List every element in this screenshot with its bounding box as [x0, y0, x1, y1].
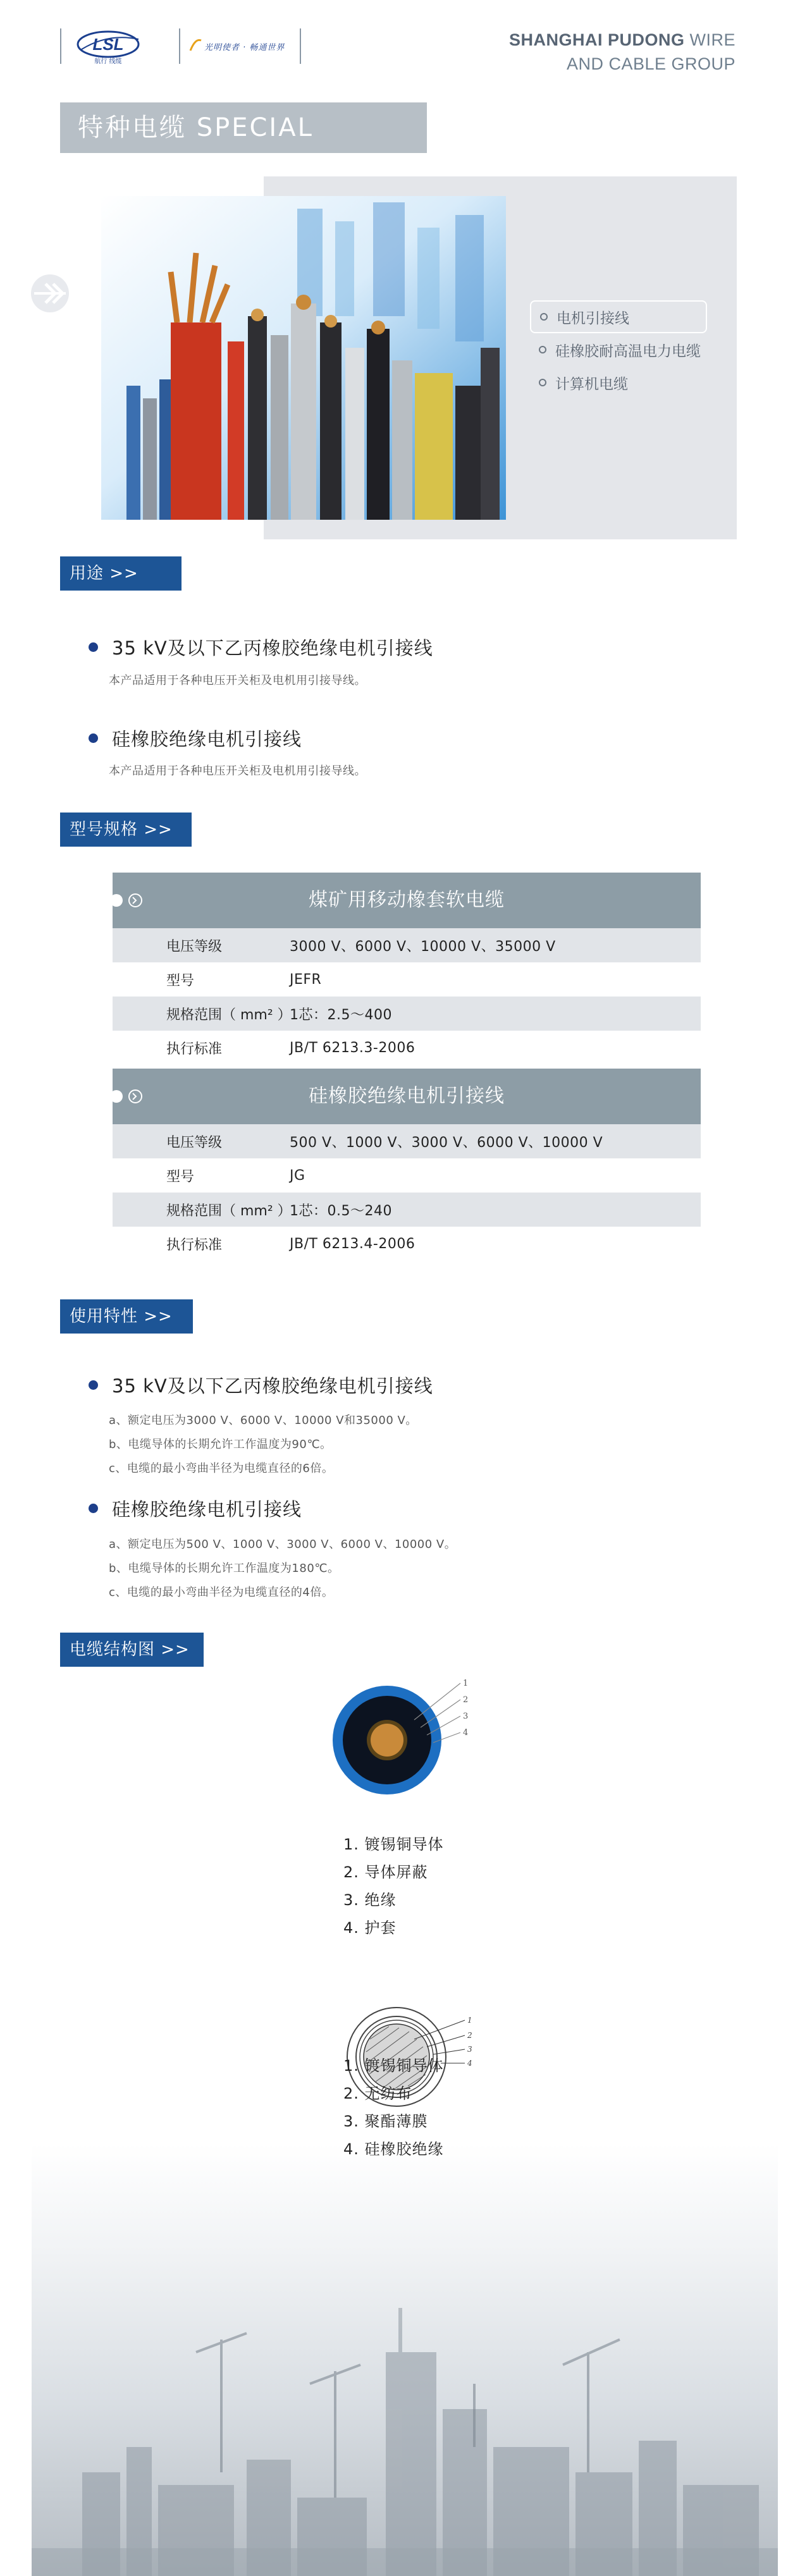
logo-divider-3 — [300, 28, 301, 64]
bullet-icon — [89, 642, 98, 652]
feature-line: a、额定电压为3000 V、6000 V、10000 V和35000 V。 — [109, 1414, 417, 1427]
spec-value: JB/T 6213.4-2006 — [290, 1236, 415, 1252]
hero-menu-label: 硅橡胶耐高温电力电缆 — [555, 343, 701, 360]
usage-item-title — [89, 725, 302, 751]
usage-item-title-text: 35 kV及以下乙丙橡胶绝缘电机引接线 — [112, 637, 433, 659]
spec-row — [113, 1031, 701, 1065]
spec-table-header — [113, 873, 701, 928]
usage-item-title — [89, 634, 433, 660]
usage-item-desc: 本产品适用于各种电压开关柜及电机用引接导线。 — [109, 764, 366, 778]
logo-text: LSL — [92, 35, 124, 54]
arrow-circle-icon — [113, 1087, 143, 1106]
company-name-line2: AND CABLE GROUP — [566, 54, 735, 73]
spec-value: 1芯：2.5～400 — [290, 1007, 392, 1023]
spec-key: 电压等级 — [166, 938, 223, 955]
logo-divider — [60, 28, 61, 64]
spec-key: 电压等级 — [166, 1134, 223, 1151]
spec-value: JB/T 6213.3-2006 — [290, 1040, 415, 1056]
spec-key: 规格范围（ mm² ） — [166, 1007, 292, 1023]
hero-menu-item-computer-cable[interactable] — [530, 366, 707, 399]
legend-item: 1. 镀锡铜导体 — [343, 2057, 444, 2075]
callout-label: 3 — [467, 2045, 472, 2054]
cityscape-illustration — [32, 2144, 778, 2576]
hero-menu-item-silicone-cable[interactable] — [530, 333, 707, 366]
spec-row — [113, 1227, 701, 1261]
spec-value: JEFR — [290, 971, 322, 988]
feature-line: c、电缆的最小弯曲半径为电缆直径的6倍。 — [109, 1462, 334, 1475]
cables-illustration — [101, 196, 506, 520]
feature-line: a、额定电压为500 V、1000 V、3000 V、6000 V、10000 V。 — [109, 1538, 457, 1551]
company-name-bold: SHANGHAI PUDONG — [508, 30, 685, 49]
cityscape-photo — [32, 2144, 778, 2576]
spec-table-header — [113, 1069, 701, 1124]
hero-prev-control[interactable] — [0, 278, 100, 309]
feature-line: b、电缆导体的长期允许工作温度为180℃。 — [109, 1562, 340, 1575]
bullet-icon — [89, 733, 98, 743]
legend-item: 2. 导体屏蔽 — [343, 1863, 428, 1881]
spec-value: 1芯：0.5～240 — [290, 1203, 392, 1219]
usage-item-desc: 本产品适用于各种电压开关柜及电机用引接导线。 — [109, 674, 366, 687]
spec-key: 执行标准 — [166, 1041, 223, 1057]
spec-table — [113, 1069, 701, 1261]
bullet-icon — [89, 1380, 98, 1390]
feature-line: c、电缆的最小弯曲半径为电缆直径的4倍。 — [109, 1586, 334, 1599]
spec-value: 3000 V、6000 V、10000 V、35000 V — [290, 938, 556, 955]
section-header-features: 使用特性 >> — [60, 1299, 193, 1334]
spec-key: 型号 — [166, 1168, 195, 1185]
legend-item: 2. 无纺布 — [343, 2085, 412, 2102]
double-chevron-right-icon — [28, 271, 72, 316]
spec-row — [113, 1124, 701, 1158]
callout-label: 4 — [463, 1728, 469, 1738]
slogan-text: 光明使者 · 畅通世界 — [204, 42, 285, 52]
lsl-logo — [69, 27, 164, 66]
arrow-circle-icon — [113, 891, 143, 910]
callout-label: 4 — [467, 2059, 472, 2068]
hero-menu-label: 计算机电缆 — [555, 376, 628, 393]
cable-cross-section-1 — [329, 1669, 481, 1796]
logo-divider-2 — [179, 28, 180, 64]
circle-bullet-icon — [539, 379, 546, 386]
callout-label: 3 — [463, 1712, 469, 1721]
circle-bullet-icon — [539, 346, 546, 353]
spec-row — [113, 1158, 701, 1193]
structure-legend-2 — [343, 2052, 444, 2163]
hero-menu — [530, 300, 707, 399]
spec-row — [113, 928, 701, 962]
spec-row — [113, 997, 701, 1031]
callout-label: 2 — [467, 2031, 472, 2040]
brand-logo — [60, 27, 301, 66]
hero-menu-item-motor-lead[interactable] — [530, 300, 707, 333]
page-title: 特种电缆 SPECIAL CABLES — [60, 102, 427, 153]
spec-key: 规格范围（ mm² ） — [166, 1203, 292, 1219]
company-name-rest: WIRE — [684, 30, 735, 49]
conductor-core — [371, 1724, 403, 1757]
circle-bullet-icon — [540, 313, 548, 321]
spec-row — [113, 962, 701, 997]
structure-legend-1 — [343, 1831, 444, 1942]
spec-key: 型号 — [166, 972, 195, 989]
cables-photo — [101, 196, 506, 520]
legend-item: 4. 硅橡胶绝缘 — [343, 2140, 444, 2158]
section-header-usage: 用途 >> — [60, 556, 182, 591]
spec-value: JG — [290, 1167, 305, 1184]
callout-label: 1 — [467, 2016, 472, 2025]
usage-item-title-text: 硅橡胶绝缘电机引接线 — [112, 728, 302, 750]
legend-item: 1. 镀锡铜导体 — [343, 1836, 444, 1853]
spec-row — [113, 1193, 701, 1227]
section-header-spec: 型号规格 >> — [60, 813, 192, 847]
logo-subtext: 航行 线缆 — [94, 58, 122, 65]
callout-label: 1 — [463, 1679, 469, 1688]
feature-item-title — [89, 1372, 433, 1398]
company-name — [509, 28, 735, 76]
legend-item: 3. 绝缘 — [343, 1891, 397, 1909]
section-header-structure: 电缆结构图 >> — [60, 1633, 204, 1667]
feature-item-title-text: 35 kV及以下乙丙橡胶绝缘电机引接线 — [112, 1375, 433, 1397]
slogan — [183, 27, 285, 66]
hero-menu-label: 电机引接线 — [557, 310, 629, 327]
legend-item: 4. 护套 — [343, 1919, 397, 1937]
callout-label: 2 — [463, 1695, 469, 1705]
swoosh-icon — [189, 37, 202, 56]
feature-line: b、电缆导体的长期允许工作温度为90℃。 — [109, 1438, 332, 1451]
spec-table-title: 煤矿用移动橡套软电缆 — [309, 889, 505, 911]
spec-table-title: 硅橡胶绝缘电机引接线 — [309, 1085, 505, 1107]
bullet-icon — [89, 1504, 98, 1513]
legend-item: 3. 聚酯薄膜 — [343, 2113, 428, 2130]
spec-table — [113, 873, 701, 1065]
spec-value: 500 V、1000 V、3000 V、6000 V、10000 V — [290, 1134, 603, 1151]
feature-item-title-text: 硅橡胶绝缘电机引接线 — [112, 1499, 302, 1520]
feature-item-title — [89, 1495, 302, 1521]
spec-key: 执行标准 — [166, 1237, 223, 1253]
